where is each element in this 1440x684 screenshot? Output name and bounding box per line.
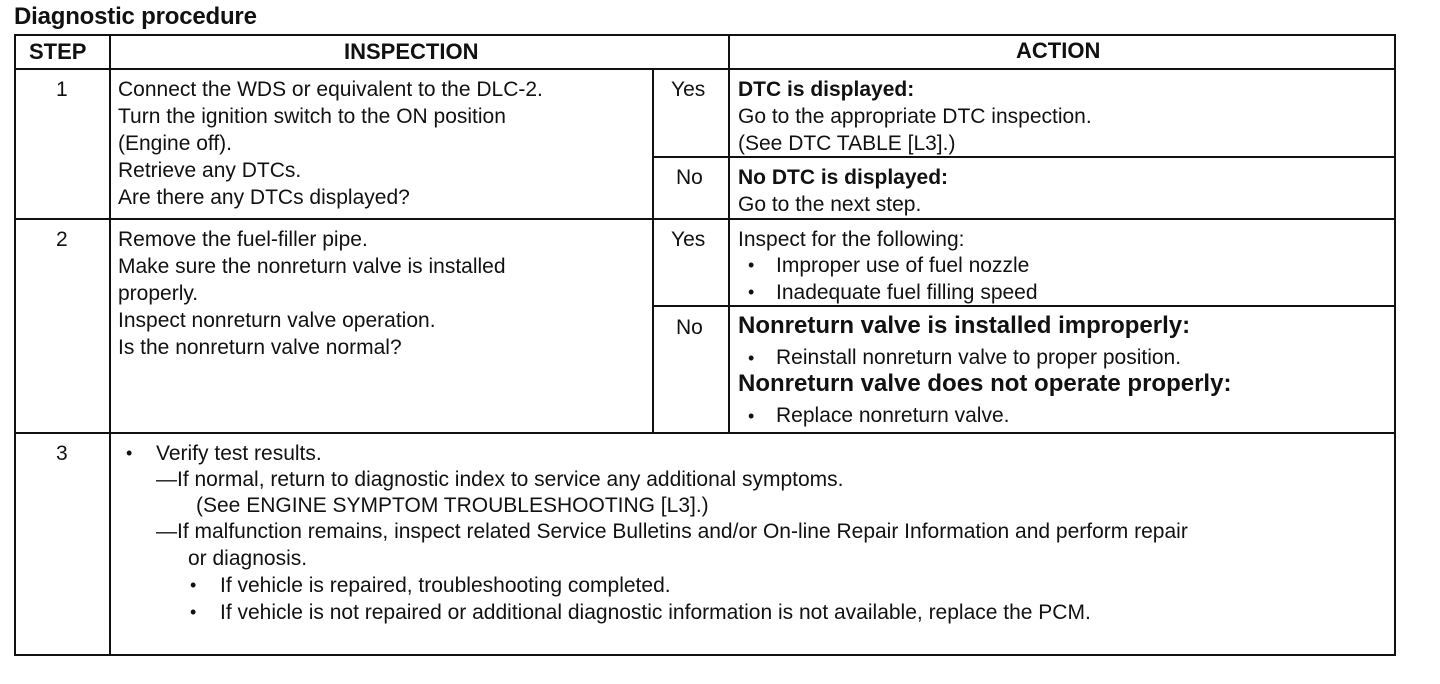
header-inspection: INSPECTION <box>344 39 479 64</box>
page-title: Diagnostic procedure <box>14 3 257 30</box>
row3-bullet: Verify test results. <box>156 442 322 465</box>
row2-no-bullet-1: Reinstall nonreturn valve to proper position. <box>776 346 1182 369</box>
diagnostic-table <box>14 34 1396 656</box>
row2-yes-bullet: Improper use of fuel nozzle <box>776 254 1030 277</box>
bullet-icon: • <box>748 282 755 302</box>
row2-inspection-line: Remove the fuel-filler pipe. <box>118 228 368 251</box>
row3-dash-2: —If malfunction remains, inspect related Service Bulletins and/or On-line Repair Information and perform repair <box>156 520 1188 543</box>
row1-yes-line: (See DTC TABLE [L3].) <box>738 132 956 155</box>
row2-inspection-line: Is the nonreturn valve normal? <box>118 336 402 359</box>
bullet-icon: • <box>748 406 755 426</box>
row1-inspection-line: (Engine off). <box>118 132 233 155</box>
row1-inspection-line: Are there any DTCs displayed? <box>118 186 410 209</box>
row1-no-line: Go to the next step. <box>738 193 922 216</box>
row2-inspection-line: Make sure the nonreturn valve is installed <box>118 255 506 278</box>
row3-dash-1: —If normal, return to diagnostic index to service any additional symptoms. <box>156 468 844 491</box>
row2-inspection-line: Inspect nonreturn valve operation. <box>118 309 436 332</box>
bullet-icon: • <box>748 348 755 368</box>
row1-yes-label: Yes <box>671 78 706 101</box>
row1-no-label: No <box>676 166 703 189</box>
header-divider <box>16 68 1394 70</box>
bullet-icon: • <box>190 575 197 595</box>
row2-no-heading-1: Nonreturn valve is installed improperly: <box>738 312 1191 339</box>
row1-inspection <box>118 76 543 211</box>
row1-inspection-line: Connect the WDS or equivalent to the DLC-2. <box>118 78 543 101</box>
bullet-icon: • <box>190 602 197 622</box>
row1-yes-line: Go to the appropriate DTC inspection. <box>738 105 1092 128</box>
row1-step-number: 1 <box>56 78 68 101</box>
bullet-icon: • <box>126 443 133 463</box>
row2-yes-bullet: Inadequate fuel filling speed <box>776 281 1038 304</box>
row2-step-number: 2 <box>56 228 68 251</box>
row3-dash-1-ref: (See ENGINE SYMPTOM TROUBLESHOOTING [L3].) <box>196 494 709 517</box>
bullet-icon: • <box>748 255 755 275</box>
row1-yes-action <box>738 76 1092 157</box>
row1-no-heading: No DTC is displayed: <box>738 166 949 189</box>
step-col-divider <box>109 36 111 654</box>
row1-no-action <box>738 164 948 218</box>
row1-inspection-line: Retrieve any DTCs. <box>118 159 302 182</box>
row1-divider <box>16 218 1394 220</box>
row2-no-bullet-2: Replace nonreturn valve. <box>776 404 1010 427</box>
row3-sub-bullet: If vehicle is repaired, troubleshooting completed. <box>220 574 671 597</box>
yesno-col-left-divider <box>652 68 654 433</box>
row2-inspection <box>118 226 506 361</box>
row1-yes-heading: DTC is displayed: <box>738 78 915 101</box>
row2-inspection-line: properly. <box>118 282 199 305</box>
row1-inspection-line: Turn the ignition switch to the ON position <box>118 105 506 128</box>
row2-no-heading-2: Nonreturn valve does not operate properly: <box>738 370 1232 397</box>
row2-no-label: No <box>676 316 703 339</box>
header-action: ACTION <box>1016 38 1101 63</box>
row2-yes-intro: Inspect for the following: <box>738 228 965 251</box>
row3-dash-2-cont: or diagnosis. <box>188 547 308 570</box>
header-action-divider <box>728 36 730 69</box>
row3-sub-bullet: If vehicle is not repaired or additional diagnostic information is not available, replace the PCM. <box>220 601 1091 624</box>
row2-yes-label: Yes <box>671 228 706 251</box>
row2-divider <box>16 432 1394 434</box>
header-step: STEP <box>29 39 87 64</box>
yesno-col-right-divider <box>728 68 730 433</box>
row3-step-number: 3 <box>56 442 68 465</box>
